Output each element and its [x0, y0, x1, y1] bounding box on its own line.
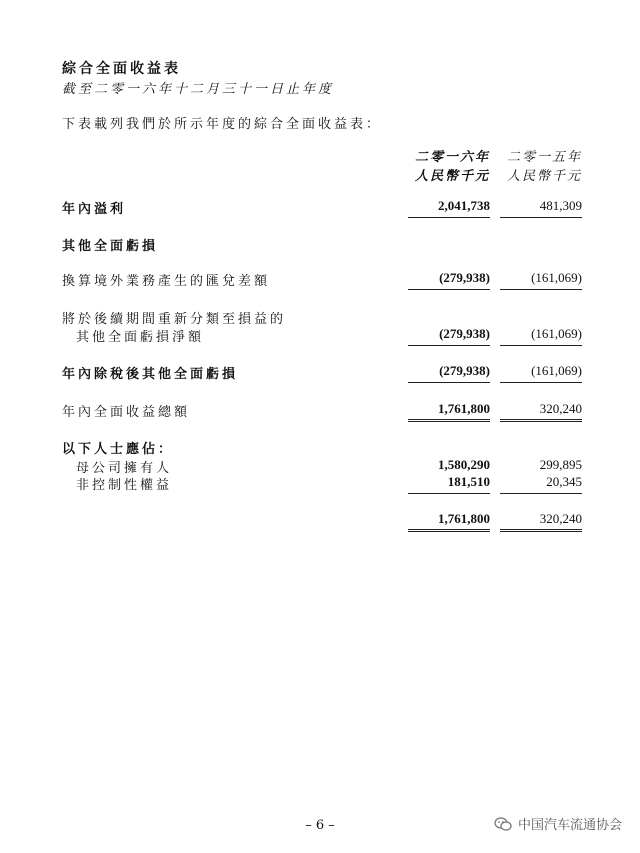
value-grand-total-2015: 320,240 — [539, 511, 582, 526]
rule-reclass-2016 — [408, 345, 490, 346]
row-label-oci-net: 年內除稅後其他全面虧損 — [62, 367, 239, 382]
rule-reclass-2015 — [500, 345, 582, 346]
column-year-2016: 二零一六年 — [414, 150, 490, 165]
value-grand-total-2016: 1,761,800 — [438, 511, 490, 526]
row-label-nci: 非控制性權益 — [76, 478, 173, 493]
value-profit-2015: 481,309 — [539, 198, 582, 213]
double-rule-grand-total-2015 — [500, 529, 582, 532]
row-label-reclass-line1: 將於後續期間重新分類至損益的 — [62, 312, 287, 327]
row-label-reclass-line2: 其他全面虧損淨額 — [76, 330, 205, 345]
wechat-icon — [494, 817, 512, 831]
row-label-profit: 年內溢利 — [62, 202, 127, 217]
column-unit-2016: 人民幣千元 — [414, 169, 490, 184]
value-reclass-2016: (279,938) — [439, 326, 490, 341]
value-fx-2016: (279,938) — [439, 270, 490, 285]
value-total-2015: 320,240 — [539, 401, 582, 416]
section-heading-oci: 其他全面虧損 — [62, 239, 159, 254]
value-nci-2015: 20,345 — [546, 474, 582, 489]
statement-title: 綜合全面收益表 — [62, 61, 181, 77]
statement-period: 截至二零一六年十二月三十一日止年度 — [62, 82, 335, 97]
value-profit-2016: 2,041,738 — [438, 198, 490, 213]
value-total-2016: 1,761,800 — [438, 401, 490, 416]
column-year-2015: 二零一五年 — [506, 150, 582, 165]
row-label-fx: 換算境外業務產生的匯兌差額 — [62, 274, 271, 289]
rule-fx-2016 — [408, 289, 490, 290]
value-parent-2016: 1,580,290 — [438, 457, 490, 472]
value-reclass-2015: (161,069) — [531, 326, 582, 341]
value-oci-net-2015: (161,069) — [531, 363, 582, 378]
column-header-2016 — [415, 148, 490, 186]
intro-text: 下表載列我們於所示年度的綜合全面收益表： — [62, 117, 383, 132]
value-fx-2015: (161,069) — [531, 270, 582, 285]
value-nci-2016: 181,510 — [447, 474, 490, 489]
watermark-text: 中国汽车流通协会 — [517, 818, 622, 833]
section-heading-attributable: 以下人士應佔： — [62, 442, 175, 457]
column-unit-2015: 人民幣千元 — [506, 169, 582, 184]
rule-oci-net-2015 — [500, 382, 582, 383]
double-rule-grand-total-2016 — [408, 529, 490, 532]
column-header-2015 — [507, 148, 582, 186]
value-parent-2015: 299,895 — [539, 457, 582, 472]
double-rule-total-2015 — [500, 419, 582, 422]
row-label-parent: 母公司擁有人 — [76, 461, 173, 476]
rule-attrib-2015 — [500, 493, 582, 494]
rule-oci-net-2016 — [408, 382, 490, 383]
page-number: – 6 – — [305, 818, 335, 833]
watermark — [494, 814, 622, 833]
rule-fx-2015 — [500, 289, 582, 290]
double-rule-total-2016 — [408, 419, 490, 422]
row-label-total: 年內全面收益總額 — [62, 405, 191, 420]
rule-attrib-2016 — [408, 493, 490, 494]
value-oci-net-2016: (279,938) — [439, 363, 490, 378]
rule-profit-2015 — [500, 217, 582, 218]
rule-profit-2016 — [408, 217, 490, 218]
